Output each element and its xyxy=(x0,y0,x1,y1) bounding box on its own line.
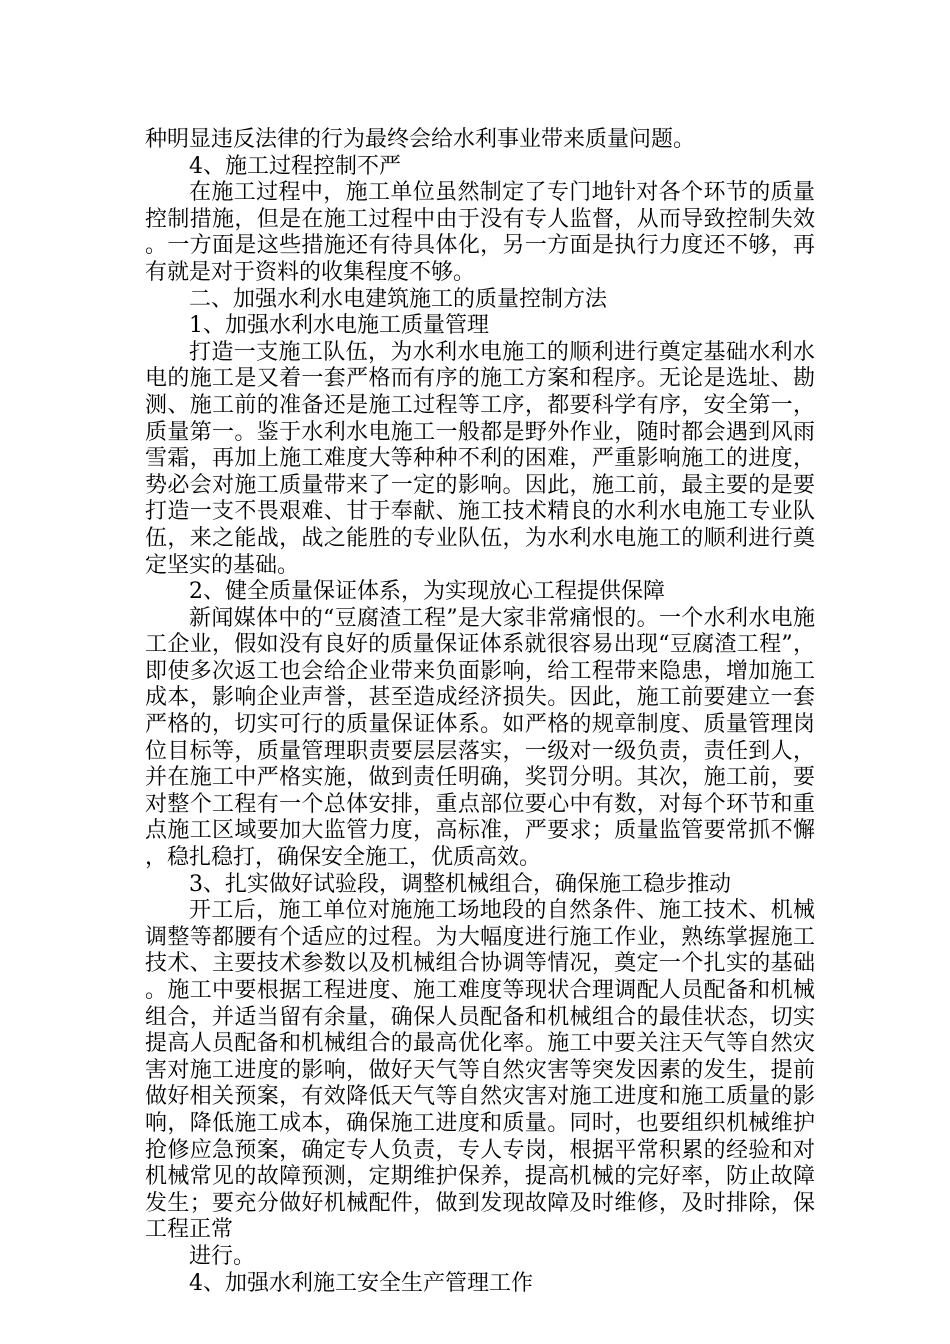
document-body xyxy=(145,127,815,1297)
subheading-construction-control: 4、施工过程控制不严 xyxy=(189,153,401,179)
paragraph-body: 开工后，施工单位对施施工场地段的自然条件、施工技术、机械调整等都腰有个适应的过程。为大幅度进行施工作业，熟练掌握施工技术、主要技术参数以及机械组合协调等情况，奠定一个扎实的基础。施工中要根据工程进度、施工难度等现状合理调配人员配备和机械组合，并适当留有余量，确保人员配备和机械组合的最佳状态，切实提高人员配备和机械组合的最高优化率。施工中要关注天气等自然灾害对施工进度的影响，做好天气等自然灾害等突发因素的发生，提前做好相关预案，有效降低天气等自然灾害对施工进度和施工质量的影响，降低施工成本，确保施工进度和质量。同时，也要组织机械维护抢修应急预案，确定专人负责，专人专岗，根据平常积累的经验和对机械常见的故障预测，定期维护保养，提高机械的完好率，防止故障发生；要充分做好机械配件，做到发现故障及时维修，及时排除，保工程正常 xyxy=(145,898,815,1243)
subheading-test-section: 3、扎实做好试验段，调整机械组合，确保施工稳步推动 xyxy=(189,871,731,897)
paragraph-body: 新闻媒体中的“豆腐渣工程”是大家非常痛恨的。一个水利水电施工企业，假如没有良好的质量保证体系就很容易出现“豆腐渣工程”，即使多次返工也会给企业带来负面影响，给工程带来隐患，增加施工成本，影响企业声誉，甚至造成经济损失。因此，施工前要建立一套严格的，切实可行的质量保证体系。如严格的规章制度、质量管理岗位目标等，质量管理职责要层层落实，一级对一级负责，责任到人，并在施工中严格实施，做到责任明确，奖罚分明。其次，施工前，要对整个工程有一个总体安排，重点部位要心中有数，对每个环节和重点施工区域要加大监管力度，高标准，严要求；质量监管要常抓不懈，稳扎稳打，确保安全施工，优质高效。 xyxy=(145,605,815,871)
paragraph-body: 在施工过程中，施工单位虽然制定了专门地针对各个环节的质量控制措施，但是在施工过程中由于没有专人监督，从而导致控制失效。一方面是这些措施还有待具体化，另一方面是执行力度还不够，再有就是对于资料的收集程度不够。 xyxy=(145,180,815,285)
paragraph-body: 打造一支施工队伍，为水利水电施工的顺利进行奠定基础水利水电的施工是又着一套严格而有序的施工方案和程序。无论是选址、勘测、施工前的准备还是施工过程等工序，都要科学有序，安全第一，质量第一。鉴于水利水电施工一般都是野外作业，随时都会遇到风雨雪霜，再加上施工难度大等种种不利的困难，严重影响施工的进度，势必会对施工质量带来了一定的影响。因此，施工前，最主要的是要打造一支不畏艰难、甘于奉献、施工技术精良的水利水电施工专业队伍，来之能战，战之能胜的专业队伍，为水利水电施工的顺利进行奠定坚实的基础。 xyxy=(145,339,815,578)
subheading-quality-management: 1、加强水利水电施工质量管理 xyxy=(189,313,489,339)
paragraph-continuation: 种明显违反法律的行为最终会给水利事业带来质量问题。 xyxy=(145,127,696,152)
subheading-quality-assurance: 2、健全质量保证体系，为实现放心工程提供保障 xyxy=(189,579,665,605)
subheading-safety-management: 4、加强水利施工安全生产管理工作 xyxy=(189,1270,533,1296)
section-heading-quality-methods: 二、加强水利水电建筑施工的质量控制方法 xyxy=(189,286,608,312)
paragraph-body: 进行。 xyxy=(189,1243,256,1269)
